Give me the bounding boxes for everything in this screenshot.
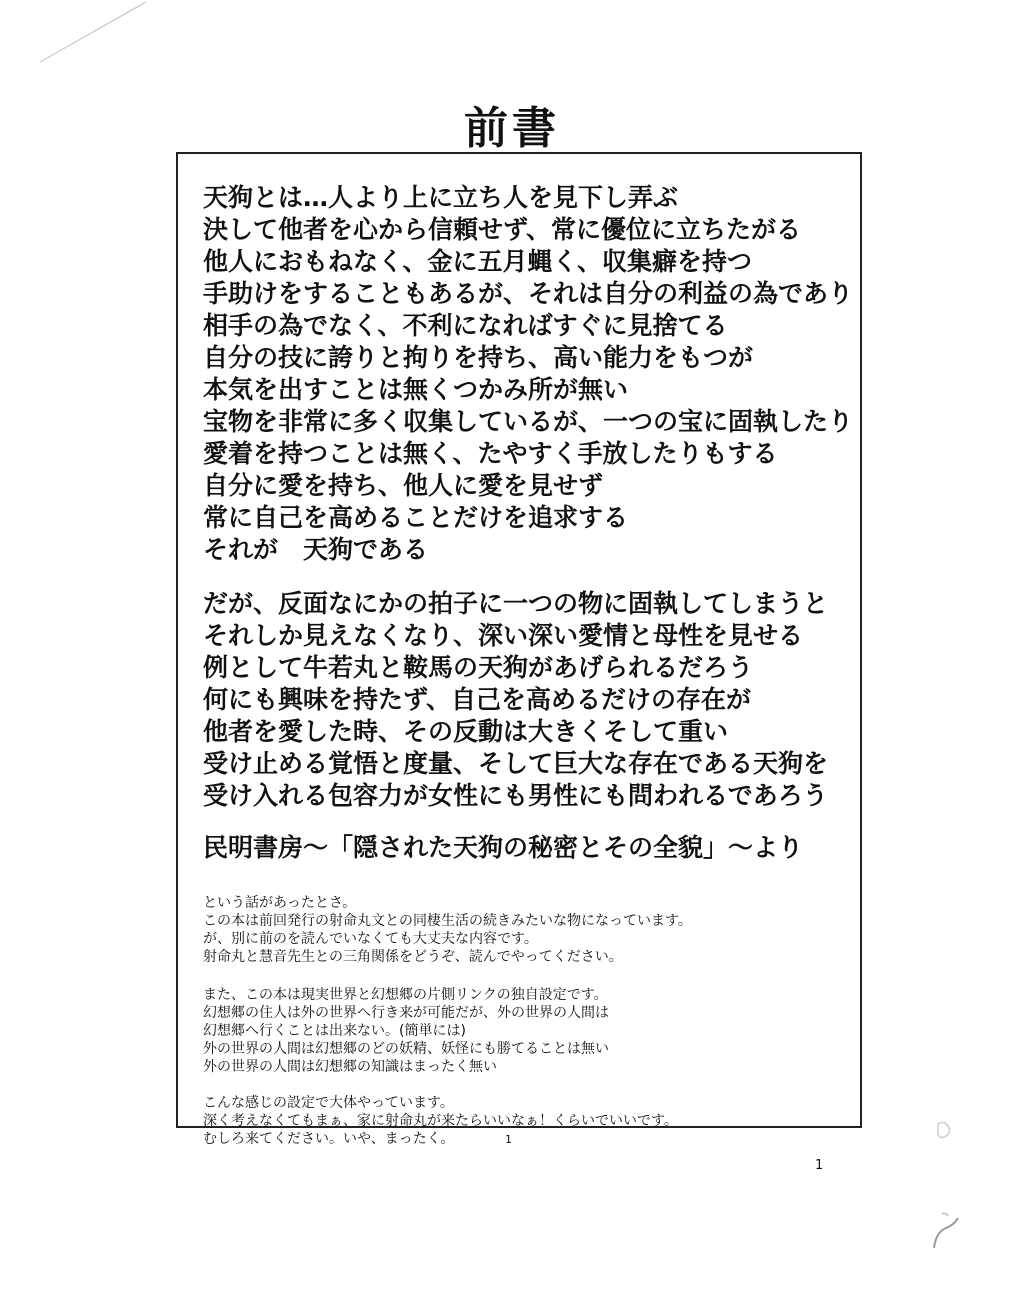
note-line: が、別に前のを読んでいなくても大丈夫な内容です。 bbox=[203, 931, 538, 947]
note-line: 外の世界の人間は幻想郷のどの妖精、妖怪にも勝てることは無い bbox=[203, 1041, 609, 1057]
quote-line: 宝物を非常に多く収集しているが、一つの宝に固執したり bbox=[203, 407, 854, 436]
scan-smudge-mark bbox=[934, 1118, 956, 1144]
quote-line: 受け入れる包容力が女性にも男性にも問われるであろう bbox=[203, 781, 828, 810]
quote-line: それしか見えなくなり、深い深い愛情と母性を見せる bbox=[203, 621, 804, 650]
quote-line: 本気を出すことは無くつかみ所が無い bbox=[203, 375, 629, 404]
note-line: こんな感じの設定で大体やっています。 bbox=[203, 1095, 454, 1111]
note-line: という話があったとさ。 bbox=[203, 895, 357, 911]
quote-line: 天狗とは…人より上に立ち人を見下し弄ぶ bbox=[203, 183, 679, 212]
note-line: 外の世界の人間は幻想郷の知識はまったく無い bbox=[203, 1059, 497, 1075]
quote-line: 手助けをすることもあるが、それは自分の利益の為であり bbox=[203, 279, 854, 308]
quote-line: 自分の技に誇りと拘りを持ち、高い能力をもつが bbox=[203, 343, 754, 372]
quote-line: 常に自己を高めることだけを追求する bbox=[203, 503, 629, 532]
note-line: 幻想郷の住人は外の世界へ行き来が可能だが、外の世界の人間は bbox=[203, 1005, 609, 1021]
quote-line: 何にも興味を持たず、自己を高めるだけの存在が bbox=[203, 685, 752, 714]
note-line: むしろ来てください。いや、まったく。 bbox=[203, 1131, 455, 1147]
inner-page-number: 1 bbox=[505, 1133, 512, 1146]
quote-line: 相手の為でなく、不利になればすぐに見捨てる bbox=[203, 311, 728, 340]
quote-line: 決して他者を心から信頼せず、常に優位に立ちたがる bbox=[203, 215, 802, 244]
page-title: 前書 bbox=[464, 103, 560, 154]
quote-line: 自分に愛を持ち、他人に愛を見せず bbox=[203, 471, 604, 500]
quote-line: 他者を愛した時、その反動は大きくそして重い bbox=[203, 717, 729, 746]
quote-line: それが 天狗である bbox=[203, 535, 429, 564]
quote-line: 受け止める覚悟と度量、そして巨大な存在である天狗を bbox=[203, 749, 829, 778]
quote-source: 民明書房～「隠された天狗の秘密とその全貌」～より bbox=[203, 833, 804, 862]
quote-line: 例として牛若丸と鞍馬の天狗があげられるだろう bbox=[203, 653, 754, 682]
outer-page-number: 1 bbox=[815, 1158, 824, 1173]
preface-frame bbox=[176, 152, 862, 1147]
corner-fold-mark bbox=[0, 0, 150, 70]
scan-edge-mark bbox=[930, 1210, 960, 1250]
note-line: 深く考えなくてもまぁ、家に射命丸が来たらいいなぁ！くらいでいいです。 bbox=[203, 1113, 678, 1129]
note-line: 幻想郷へ行くことは出来ない。(簡単には) bbox=[203, 1023, 466, 1039]
note-line: また、この本は現実世界と幻想郷の片側リンクの独自設定です。 bbox=[203, 987, 608, 1003]
quote-line: 他人におもねなく、金に五月蝿く、収集癖を持つ bbox=[203, 247, 753, 276]
note-line: この本は前回発行の射命丸文との同棲生活の続きみたいな物になっています。 bbox=[203, 913, 692, 929]
quote-line: だが、反面なにかの拍子に一つの物に固執してしまうと bbox=[203, 589, 829, 618]
quote-line: 愛着を持つことは無く、たやすく手放したりもする bbox=[203, 439, 778, 468]
note-line: 射命丸と慧音先生との三角関係をどうぞ、読んでやってください。 bbox=[203, 949, 623, 965]
